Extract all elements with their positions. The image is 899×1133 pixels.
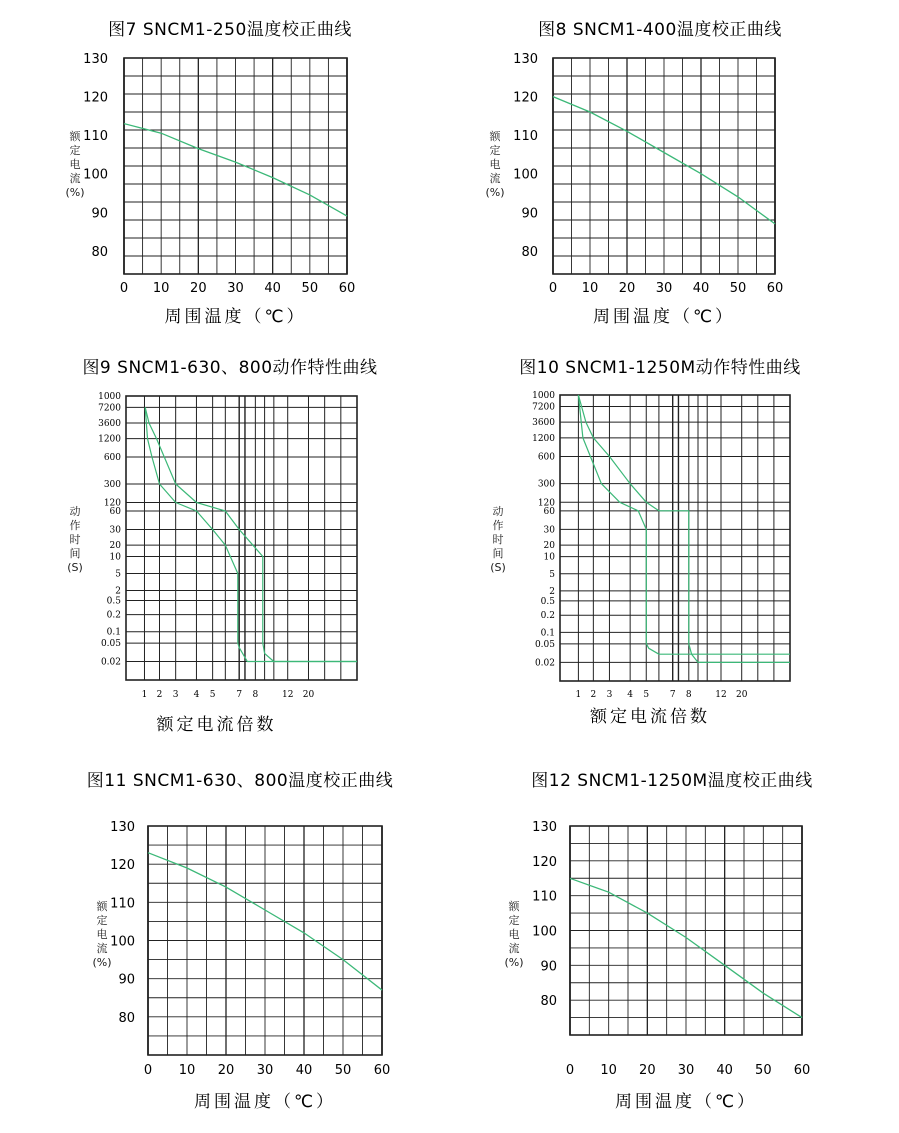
y-tick-label: 120 xyxy=(83,90,108,106)
y-tick-label: 130 xyxy=(532,820,557,835)
y-tick-label: 5 xyxy=(549,569,555,580)
x-tick-label: 3 xyxy=(172,690,179,700)
y-tick-label: 120 xyxy=(103,498,121,509)
y-tick-label: 80 xyxy=(118,1010,135,1026)
y-tick-label: 10 xyxy=(109,552,121,563)
x-tick-label: 60 xyxy=(793,1063,811,1078)
x-tick-label: 20 xyxy=(639,1063,656,1078)
x-axis-title: 额定电流倍数 xyxy=(156,715,277,735)
y-tick-label: 80 xyxy=(91,244,108,260)
y-tick-label: 7200 xyxy=(98,403,121,414)
x-tick-label: 60 xyxy=(373,1063,391,1078)
y-tick-label: 60 xyxy=(543,506,555,517)
y-tick-label: 80 xyxy=(521,244,538,260)
y-axis-title: 动作时间(S) xyxy=(490,505,506,574)
chart-title: 图7 SNCM1-250温度校正曲线 xyxy=(108,20,352,40)
y-tick-label: 130 xyxy=(83,52,108,67)
y-tick-label: 120 xyxy=(537,498,555,509)
chart-3 xyxy=(67,358,377,735)
y-tick-label: 600 xyxy=(103,453,121,464)
y-tick-label: 120 xyxy=(110,858,135,874)
x-tick-label: 0 xyxy=(143,1063,153,1078)
y-tick-label: 30 xyxy=(109,525,121,536)
x-tick-label: 20 xyxy=(217,1063,235,1078)
y-tick-label: 110 xyxy=(532,889,557,905)
x-axis-title: 周围温度（℃） xyxy=(164,307,307,327)
x-tick-label: 60 xyxy=(766,281,784,296)
x-tick-label: 40 xyxy=(264,281,281,296)
x-tick-label: 60 xyxy=(338,281,356,296)
x-tick-label: 8 xyxy=(685,690,692,700)
x-tick-label: 50 xyxy=(334,1063,352,1078)
x-tick-label: 20 xyxy=(735,690,748,700)
y-tick-label: 20 xyxy=(543,541,555,552)
x-tick-label: 30 xyxy=(256,1063,274,1078)
y-axis-title: 额定电流(%) xyxy=(65,130,85,199)
chart-6 xyxy=(504,771,812,1112)
x-tick-label: 50 xyxy=(301,281,319,296)
chart-title: 图10 SNCM1-1250M动作特性曲线 xyxy=(519,358,801,378)
y-axis-title: 额定电流(%) xyxy=(504,900,524,969)
x-tick-label: 1 xyxy=(575,690,582,700)
y-tick-label: 100 xyxy=(110,934,135,950)
y-tick-label: 0.02 xyxy=(100,657,121,668)
grid xyxy=(126,396,357,680)
y-tick-label: 130 xyxy=(110,820,135,835)
grid xyxy=(124,58,347,274)
y-tick-label: 60 xyxy=(109,507,121,518)
x-axis-title: 额定电流倍数 xyxy=(590,707,710,727)
x-tick-label: 30 xyxy=(227,281,244,296)
y-tick-label: 90 xyxy=(118,972,135,988)
grid xyxy=(148,826,382,1055)
x-tick-label: 8 xyxy=(252,690,259,700)
x-tick-label: 12 xyxy=(281,690,294,700)
y-tick-label: 2 xyxy=(115,586,121,597)
y-tick-label: 0.1 xyxy=(106,627,121,638)
x-tick-label: 20 xyxy=(302,690,315,700)
y-tick-label: 3600 xyxy=(98,418,121,429)
y-tick-label: 130 xyxy=(513,52,538,67)
y-tick-label: 120 xyxy=(532,854,557,870)
x-tick-label: 12 xyxy=(715,690,727,700)
chart-1 xyxy=(65,20,355,327)
y-tick-label: 1000 xyxy=(98,392,121,402)
chart-2 xyxy=(485,20,783,327)
chart-title: 图8 SNCM1-400温度校正曲线 xyxy=(538,20,782,40)
chart-5 xyxy=(87,771,393,1112)
x-tick-label: 20 xyxy=(618,281,636,296)
series-line-2 xyxy=(145,407,357,661)
x-tick-label: 4 xyxy=(193,690,200,700)
y-tick-label: 1200 xyxy=(98,434,121,445)
x-tick-label: 40 xyxy=(295,1063,313,1078)
y-tick-label: 600 xyxy=(537,452,555,463)
y-tick-label: 100 xyxy=(83,167,108,183)
y-tick-label: 0.2 xyxy=(106,610,121,621)
chart-title: 图12 SNCM1-1250M温度校正曲线 xyxy=(531,771,813,791)
y-tick-label: 300 xyxy=(103,480,121,491)
y-tick-label: 0.02 xyxy=(534,658,555,669)
x-axis-title: 周围温度（℃） xyxy=(592,307,736,327)
x-tick-label: 40 xyxy=(692,281,710,296)
y-tick-label: 5 xyxy=(115,569,121,580)
y-tick-label: 100 xyxy=(513,167,538,183)
y-tick-label: 110 xyxy=(110,896,135,912)
y-tick-label: 1000 xyxy=(532,391,555,401)
x-tick-label: 40 xyxy=(716,1063,733,1078)
y-tick-label: 30 xyxy=(543,525,555,536)
x-tick-label: 7 xyxy=(669,690,676,700)
y-tick-label: 0.05 xyxy=(100,639,121,650)
chart-title: 图11 SNCM1-630、800温度校正曲线 xyxy=(86,771,394,791)
y-tick-label: 0.5 xyxy=(540,596,555,607)
y-tick-label: 80 xyxy=(540,994,557,1010)
x-axis-title: 周围温度（℃） xyxy=(614,1092,758,1112)
y-tick-label: 1200 xyxy=(532,433,555,444)
y-tick-label: 20 xyxy=(109,541,121,552)
x-tick-label: 10 xyxy=(581,281,599,296)
grid xyxy=(570,826,802,1035)
y-tick-label: 120 xyxy=(513,90,538,106)
x-tick-label: 4 xyxy=(627,690,634,700)
x-tick-label: 0 xyxy=(565,1063,575,1078)
series-line-1 xyxy=(145,407,357,661)
x-tick-label: 50 xyxy=(729,281,747,296)
x-tick-label: 0 xyxy=(548,281,558,296)
y-axis-title: 动作时间(S) xyxy=(67,505,83,574)
y-tick-label: 2 xyxy=(549,586,555,597)
y-tick-label: 100 xyxy=(532,924,557,940)
y-axis-title: 额定电流(%) xyxy=(485,130,505,199)
x-tick-label: 1 xyxy=(141,690,148,700)
x-tick-label: 2 xyxy=(156,690,163,700)
y-tick-label: 110 xyxy=(513,129,538,145)
x-tick-label: 20 xyxy=(190,281,207,296)
y-tick-label: 7200 xyxy=(532,402,555,413)
y-tick-label: 10 xyxy=(543,552,555,563)
chart-4 xyxy=(490,358,801,727)
grid xyxy=(553,58,775,274)
y-tick-label: 3600 xyxy=(532,418,555,429)
x-tick-label: 10 xyxy=(152,281,170,296)
y-tick-label: 0.1 xyxy=(540,628,555,639)
grid xyxy=(560,395,790,681)
x-tick-label: 0 xyxy=(119,281,129,296)
x-tick-label: 10 xyxy=(178,1063,196,1078)
x-tick-label: 7 xyxy=(236,690,243,700)
y-tick-label: 110 xyxy=(83,129,108,145)
x-tick-label: 5 xyxy=(643,690,650,700)
y-tick-label: 0.05 xyxy=(534,639,555,650)
y-tick-label: 90 xyxy=(540,959,557,975)
x-tick-label: 30 xyxy=(677,1063,695,1078)
x-tick-label: 10 xyxy=(600,1063,617,1078)
x-tick-label: 30 xyxy=(655,281,673,296)
y-axis-title: 额定电流(%) xyxy=(92,900,112,969)
x-tick-label: 2 xyxy=(590,690,597,700)
y-tick-label: 90 xyxy=(91,206,108,222)
y-tick-label: 0.2 xyxy=(540,611,555,622)
x-tick-label: 3 xyxy=(606,690,613,700)
x-axis-title: 周围温度（℃） xyxy=(193,1092,337,1112)
y-tick-label: 0.5 xyxy=(106,596,121,607)
chart-title: 图9 SNCM1-630、800动作特性曲线 xyxy=(82,358,378,378)
x-tick-label: 5 xyxy=(209,690,216,700)
y-tick-label: 300 xyxy=(537,479,555,490)
y-tick-label: 90 xyxy=(521,206,538,222)
x-tick-label: 50 xyxy=(755,1063,772,1078)
